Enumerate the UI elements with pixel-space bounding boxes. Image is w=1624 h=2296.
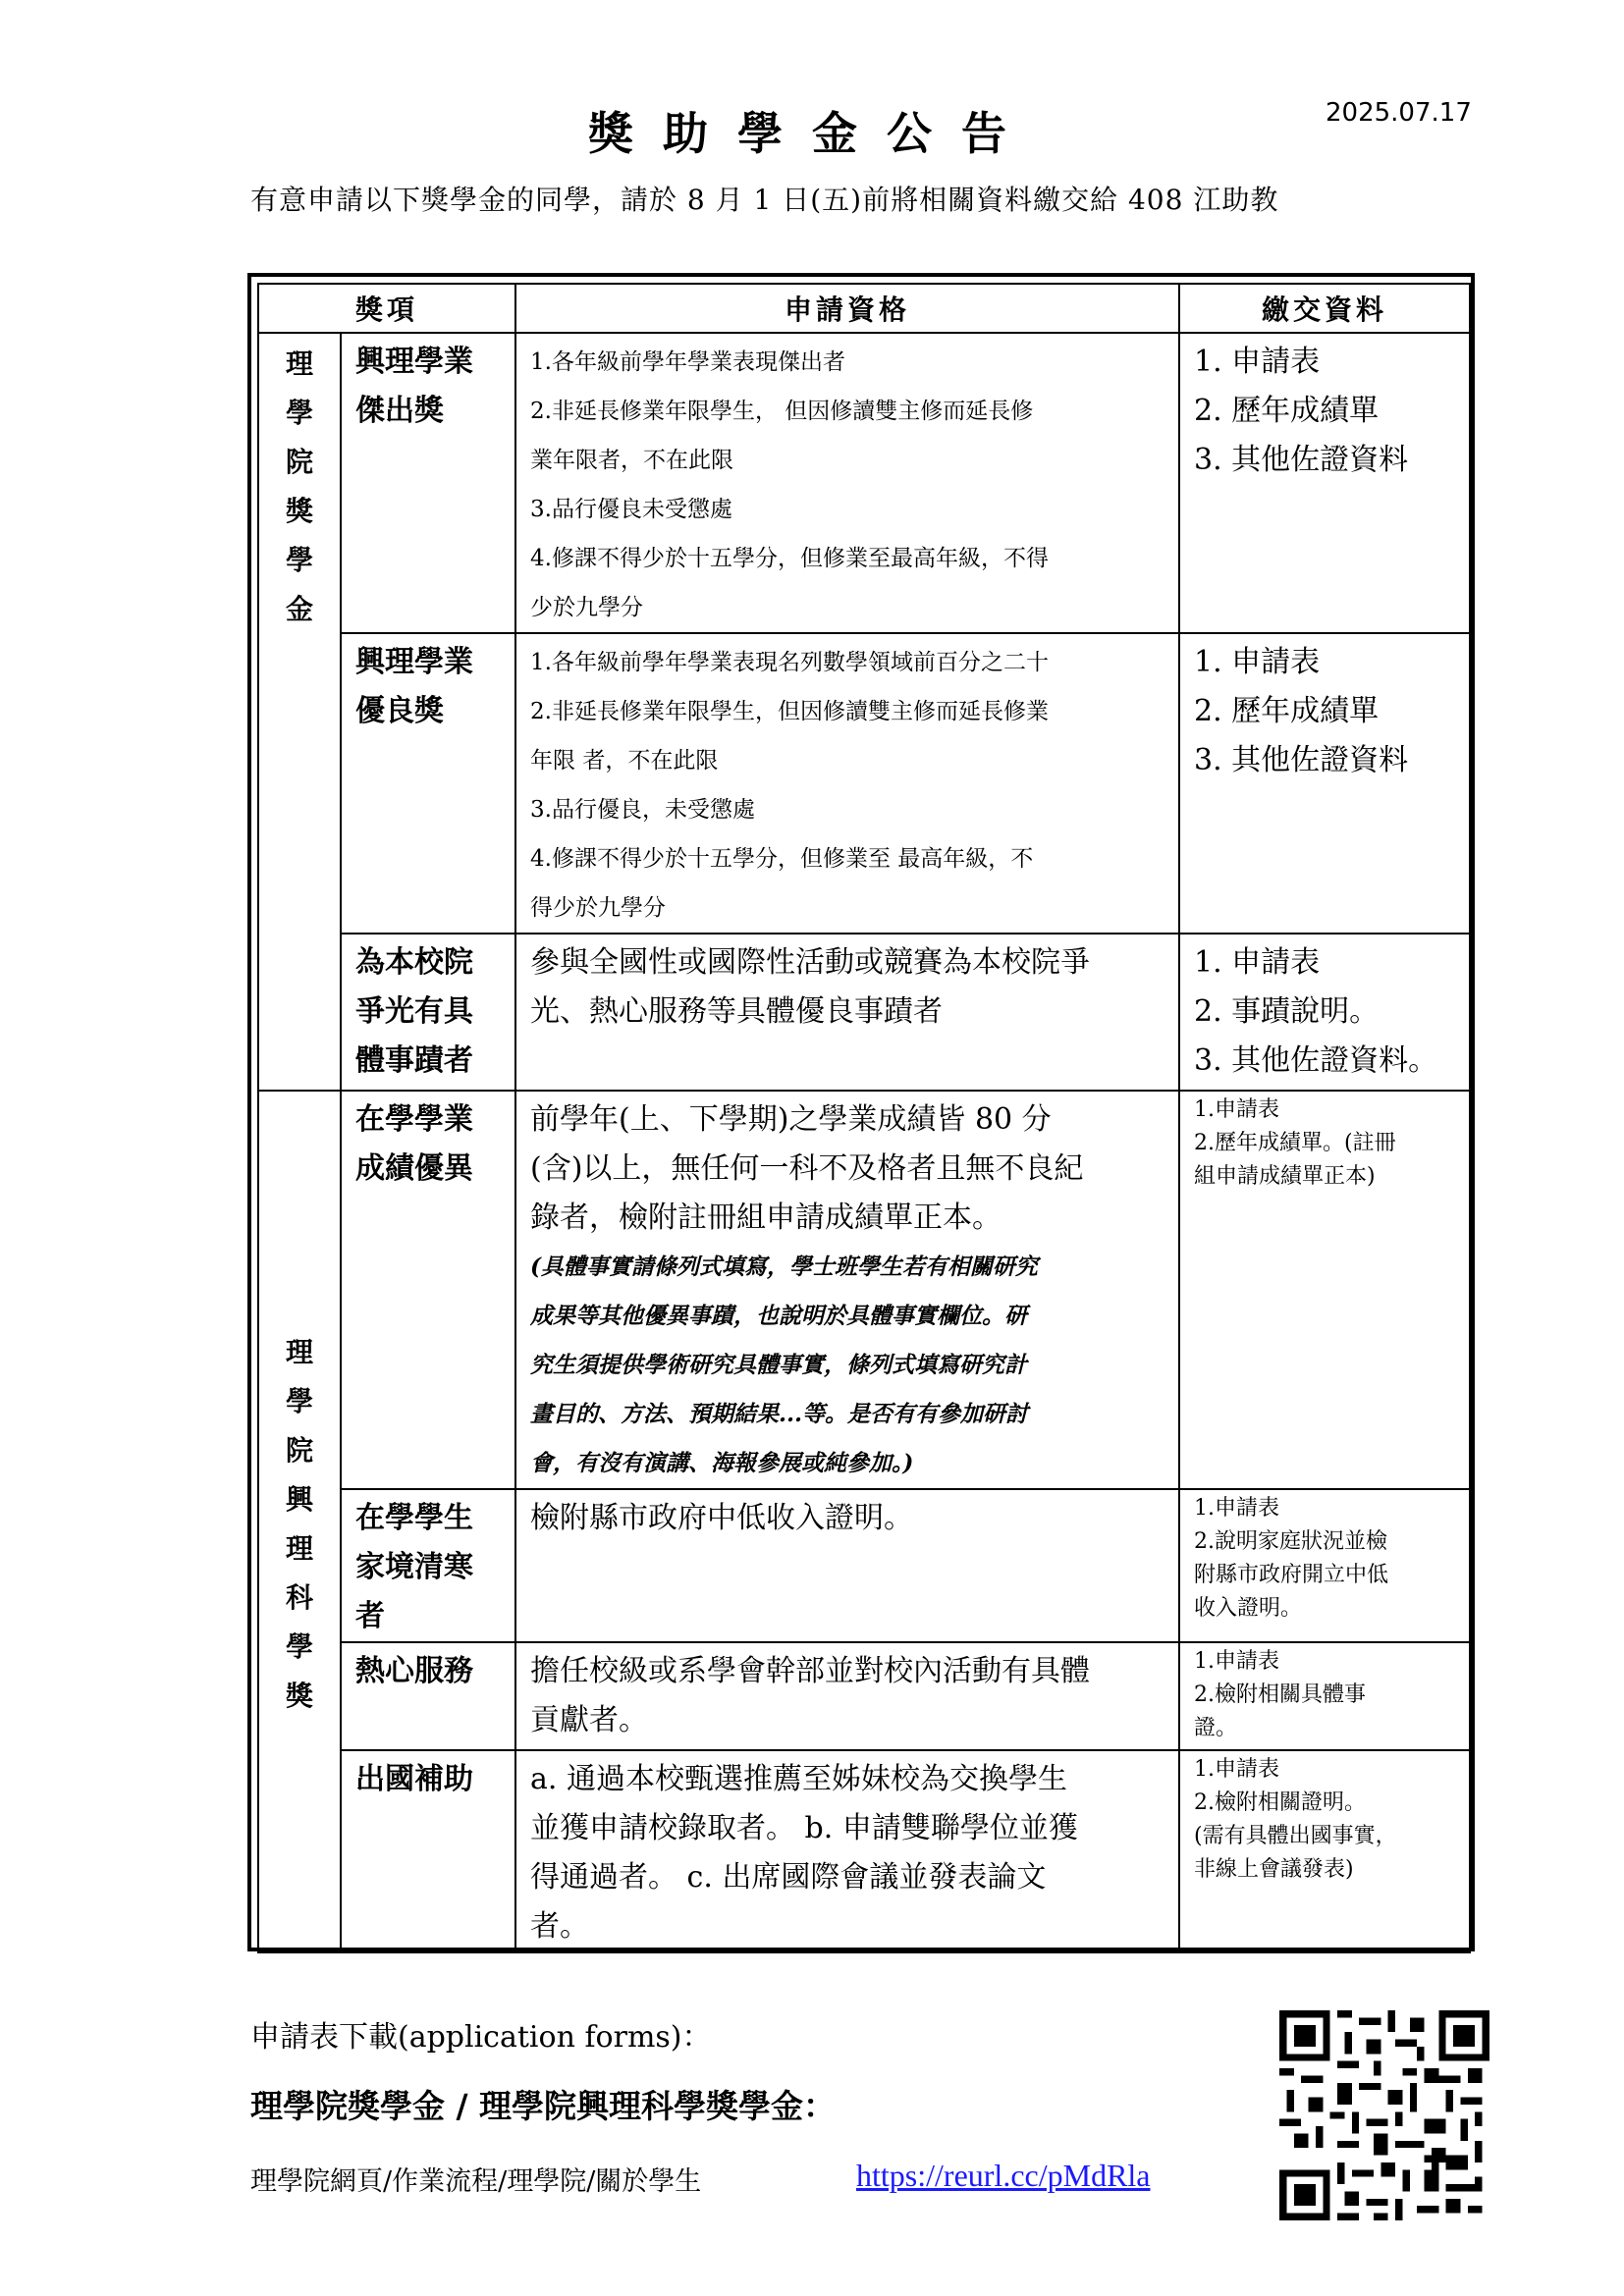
- award-name: 興理學業 優良獎: [341, 633, 515, 934]
- required-documents: 1. 申請表 2. 歷年成績單 3. 其他佐證資料: [1179, 633, 1470, 934]
- award-name: 出國補助: [341, 1750, 515, 1952]
- qualification: 1.各年級前學年學業表現傑出者 2.非延長修業年限學生， 但因修讀雙主修而延長修 業年限者，不在此限 3.品行優良未受懲處 4.修課不得少於十五學分，但修業至最高年級，不得 少於九學分: [515, 333, 1179, 633]
- required-documents: 1. 申請表 2. 歷年成績單 3. 其他佐證資料: [1179, 333, 1470, 633]
- qualification: 前學年(上、下學期)之學業成績皆 80 分 (含)以上，無任何一科不及格者且無不良紀 錄者，檢附註冊組申請成績單正本。 (具體事實請條列式填寫，學士班學生若有相關研究 成果等其他優異事蹟，也說明於具體事實欄位。研 究生須提供學術研究具體事實，條列式填寫研究計 畫目的、方法、預期結果...等。是否有有參加研討 會，有沒有演講、海報參展或純參加。): [515, 1091, 1179, 1489]
- qualification: 1.各年級前學年學業表現名列數學領域前百分之二十 2.非延長修業年限學生，但因修讀雙主修而延長修業 年限 者，不在此限 3.品行優良，未受懲處 4.修課不得少於十五學分，但修業至 最高年級，不 得少於九學分: [515, 633, 1179, 934]
- scholarship-names: 理學院獎學金 / 理學院興理科學獎學金：: [250, 2087, 837, 2125]
- college-scholarship-label: 理 學 院 獎 學 金: [258, 333, 341, 1091]
- award-name: 為本校院 爭光有具 體事蹟者: [341, 934, 515, 1091]
- required-documents: 1.申請表 2.檢附相關具體事 證。: [1179, 1642, 1470, 1750]
- award-name: 在學學生 家境清寒 者: [341, 1489, 515, 1642]
- header-qualification: 申請資格: [515, 284, 1179, 333]
- announcement-date: 2025.07.17: [1326, 98, 1472, 128]
- required-documents: 1.申請表 2.歷年成績單。(註冊 組申請成績單正本): [1179, 1091, 1470, 1489]
- scholarship-table-frame: [247, 273, 1475, 1951]
- scholarship-table: [257, 283, 1471, 1953]
- page-title: 獎助學金公告: [588, 107, 1036, 160]
- qualification: 參與全國性或國際性活動或競賽為本校院爭 光、熱心服務等具體優良事蹟者: [515, 934, 1179, 1091]
- science-foundation-scholarship-label: 理 學 院 興 理 科 學 獎: [258, 1091, 341, 1952]
- required-documents: 1.申請表 2.檢附相關證明。 (需有具體出國事實， 非線上會議發表): [1179, 1750, 1470, 1952]
- application-form-link[interactable]: https://reurl.cc/pMdRla: [856, 2158, 1151, 2193]
- header-award: 獎項: [258, 284, 515, 333]
- award-name: 熱心服務: [341, 1642, 515, 1750]
- download-label: 申請表下載(application forms)：: [250, 2020, 712, 2055]
- intro-text: 有意申請以下獎學金的同學，請於 8 月 1 日(五)前將相關資料繳交給 408 江助教: [250, 184, 1279, 216]
- navigation-path: 理學院網頁/作業流程/理學院/關於學生: [250, 2166, 702, 2197]
- required-documents: 1.申請表 2.說明家庭狀況並檢 附縣市政府開立中低 收入證明。: [1179, 1489, 1470, 1642]
- required-documents: 1. 申請表 2. 事蹟說明。 3. 其他佐證資料。: [1179, 934, 1470, 1091]
- qualification-note: (具體事實請條列式填寫，學士班學生若有相關研究: [530, 1254, 1038, 1280]
- award-name: 興理學業 傑出獎: [341, 333, 515, 633]
- qualification: 檢附縣市政府中低收入證明。: [515, 1489, 1179, 1642]
- qualification: a. 通過本校甄選推薦至姊妹校為交換學生 並獲申請校錄取者。 b. 申請雙聯學位並獲 得通過者。 c. 出席國際會議並發表論文 者。: [515, 1750, 1179, 1952]
- qr-code-icon[interactable]: [1279, 2010, 1489, 2220]
- qualification: 擔任校級或系學會幹部並對校內活動有具體 貢獻者。: [515, 1642, 1179, 1750]
- award-name: 在學學業 成績優異: [341, 1091, 515, 1489]
- header-documents: 繳交資料: [1179, 284, 1470, 333]
